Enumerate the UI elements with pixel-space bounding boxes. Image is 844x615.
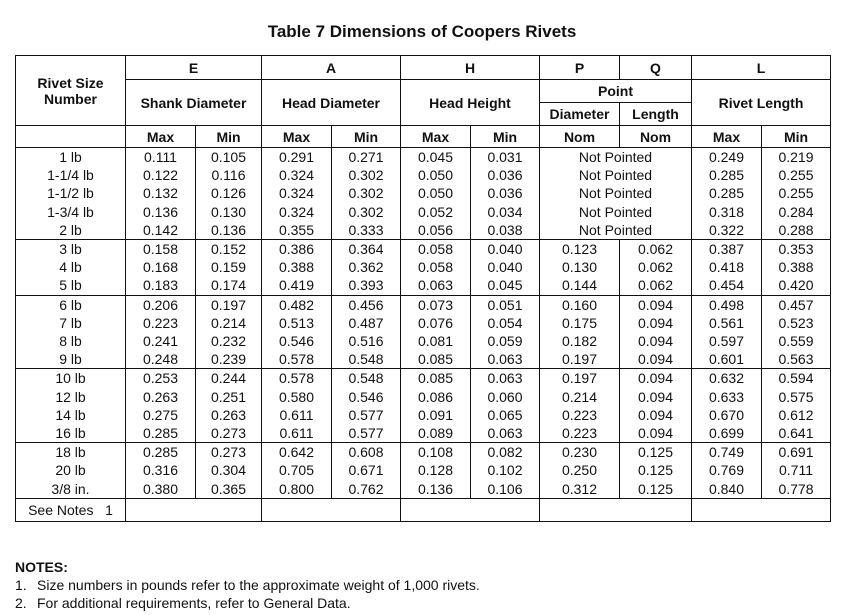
table-row-group-1	[16, 148, 831, 240]
table-body	[16, 148, 831, 522]
see-notes-cell: See Notes 1	[16, 498, 126, 521]
h-max-cell: 0.085 0.086 0.091 0.089	[401, 369, 471, 443]
notes-title: NOTES:	[15, 559, 68, 575]
header-a-max: Max	[262, 126, 332, 148]
a-max-cell: 0.642 0.705 0.800	[262, 443, 332, 499]
l-min-cell: 0.353 0.388 0.420	[762, 240, 831, 296]
rivet-dimensions-table	[15, 55, 831, 522]
header-point: Point	[540, 80, 692, 103]
h-min-cell: 0.051 0.054 0.059 0.063	[471, 295, 540, 369]
note-text: Size numbers in pounds refer to the approximate weight of 1,000 rivets.	[37, 577, 480, 593]
header-point-diameter: Diameter	[540, 103, 620, 126]
h-min-cell: 0.031 0.036 0.036 0.034 0.038	[471, 148, 540, 240]
size-cell: 1 lb 1-1/4 lb 1-1/2 lb 1-3/4 lb 2 lb	[16, 148, 126, 240]
table-row-group-4	[16, 369, 831, 443]
header-head-height: Head Height	[401, 80, 540, 126]
header-size-blank	[16, 126, 126, 148]
header-p-nom: Nom	[540, 126, 620, 148]
a-max-cell: 0.578 0.580 0.611 0.611	[262, 369, 332, 443]
header-letter-e: E	[126, 56, 262, 80]
l-min-cell: 0.594 0.575 0.612 0.641	[762, 369, 831, 443]
l-max-cell: 0.249 0.285 0.285 0.318 0.322	[692, 148, 762, 240]
header-shank-diameter: Shank Diameter	[126, 80, 262, 126]
a-min-cell: 0.548 0.546 0.577 0.577	[332, 369, 401, 443]
header-h-max: Max	[401, 126, 471, 148]
h-min-cell: 0.082 0.102 0.106	[471, 443, 540, 499]
e-max-cell: 0.158 0.168 0.183	[126, 240, 196, 296]
table-row-group-2	[16, 240, 831, 296]
header-e-max: Max	[126, 126, 196, 148]
e-max-cell: 0.111 0.122 0.132 0.136 0.142	[126, 148, 196, 240]
header-letter-h: H	[401, 56, 540, 80]
a-max-cell: 0.386 0.388 0.419	[262, 240, 332, 296]
h-max-cell: 0.058 0.058 0.063	[401, 240, 471, 296]
note-number: 1.	[15, 577, 27, 593]
table-row-group-5	[16, 443, 831, 499]
p-nom-cell: 0.160 0.175 0.182 0.197	[540, 295, 620, 369]
header-l-min: Min	[762, 126, 831, 148]
header-rivet-length: Rivet Length	[692, 80, 831, 126]
p-nom-cell: 0.197 0.214 0.223 0.223	[540, 369, 620, 443]
point-not-pointed-cell: Not Pointed Not Pointed Not Pointed Not Pointed Not Pointed	[540, 148, 692, 240]
e-min-cell: 0.244 0.251 0.263 0.273	[196, 369, 262, 443]
size-cell: 18 lb 20 lb 3/8 in.	[16, 443, 126, 499]
table-row-group-3	[16, 295, 831, 369]
q-nom-cell: 0.062 0.062 0.062	[620, 240, 692, 296]
h-max-cell: 0.108 0.128 0.136	[401, 443, 471, 499]
header-a-min: Min	[332, 126, 401, 148]
h-max-cell: 0.073 0.076 0.081 0.085	[401, 295, 471, 369]
l-min-cell: 0.691 0.711 0.778	[762, 443, 831, 499]
header-letter-l: L	[692, 56, 831, 80]
empty-cell	[401, 498, 540, 521]
size-cell: 6 lb 7 lb 8 lb 9 lb	[16, 295, 126, 369]
table-title: Table 7 Dimensions of Coopers Rivets	[267, 22, 577, 41]
see-notes-row	[16, 498, 831, 521]
l-max-cell: 0.632 0.633 0.670 0.699	[692, 369, 762, 443]
q-nom-cell: 0.094 0.094 0.094 0.094	[620, 369, 692, 443]
q-nom-cell: 0.094 0.094 0.094 0.094	[620, 295, 692, 369]
a-max-cell: 0.482 0.513 0.546 0.578	[262, 295, 332, 369]
header-letter-p: P	[540, 56, 620, 80]
l-max-cell: 0.498 0.561 0.597 0.601	[692, 295, 762, 369]
a-min-cell: 0.364 0.362 0.393	[332, 240, 401, 296]
note-item	[15, 576, 830, 594]
a-min-cell: 0.456 0.487 0.516 0.548	[332, 295, 401, 369]
header-point-length: Length	[620, 103, 692, 126]
empty-cell	[692, 498, 831, 521]
a-max-cell: 0.291 0.324 0.324 0.324 0.355	[262, 148, 332, 240]
h-min-cell: 0.040 0.040 0.045	[471, 240, 540, 296]
header-letter-q: Q	[620, 56, 692, 80]
header-q-nom: Nom	[620, 126, 692, 148]
header-letter-a: A	[262, 56, 401, 80]
p-nom-cell: 0.230 0.250 0.312	[540, 443, 620, 499]
e-max-cell: 0.253 0.263 0.275 0.285	[126, 369, 196, 443]
header-l-max: Max	[692, 126, 762, 148]
l-min-cell: 0.457 0.523 0.559 0.563	[762, 295, 831, 369]
empty-cell	[262, 498, 401, 521]
header-e-min: Min	[196, 126, 262, 148]
e-max-cell: 0.206 0.223 0.241 0.248	[126, 295, 196, 369]
empty-cell	[126, 498, 262, 521]
e-min-cell: 0.105 0.116 0.126 0.130 0.136	[196, 148, 262, 240]
a-min-cell: 0.271 0.302 0.302 0.302 0.333	[332, 148, 401, 240]
q-nom-cell: 0.125 0.125 0.125	[620, 443, 692, 499]
note-item	[15, 594, 830, 612]
l-max-cell: 0.387 0.418 0.454	[692, 240, 762, 296]
e-min-cell: 0.152 0.159 0.174	[196, 240, 262, 296]
p-nom-cell: 0.123 0.130 0.144	[540, 240, 620, 296]
note-text: For additional requirements, refer to General Data.	[37, 595, 351, 611]
l-min-cell: 0.219 0.255 0.255 0.284 0.288	[762, 148, 831, 240]
e-min-cell: 0.197 0.214 0.232 0.239	[196, 295, 262, 369]
note-number: 2.	[15, 595, 27, 611]
size-cell: 10 lb 12 lb 14 lb 16 lb	[16, 369, 126, 443]
header-h-min: Min	[471, 126, 540, 148]
a-min-cell: 0.608 0.671 0.762	[332, 443, 401, 499]
e-min-cell: 0.273 0.304 0.365	[196, 443, 262, 499]
e-max-cell: 0.285 0.316 0.380	[126, 443, 196, 499]
notes-section	[15, 558, 830, 612]
header-rivet-size: Rivet Size Number	[16, 56, 126, 126]
l-max-cell: 0.749 0.769 0.840	[692, 443, 762, 499]
header-head-diameter: Head Diameter	[262, 80, 401, 126]
empty-cell	[540, 498, 692, 521]
h-min-cell: 0.063 0.060 0.065 0.063	[471, 369, 540, 443]
size-cell: 3 lb 4 lb 5 lb	[16, 240, 126, 296]
h-max-cell: 0.045 0.050 0.050 0.052 0.056	[401, 148, 471, 240]
